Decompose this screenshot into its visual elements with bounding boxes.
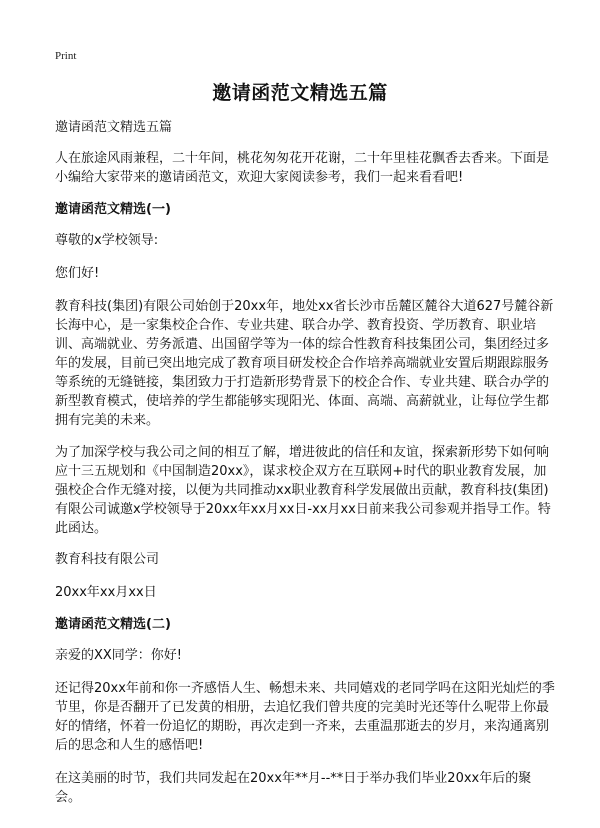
paragraph: 教育科技(集团)有限公司始创于20xx年，地处xx省长沙市岳麓区麓谷大道627号麓谷新长海中心，是一家集校企合作、专业共建、联合办学、教育投资、学历教育、职业培训、高端就业、劳务派遣、出国留学等为一体的综合性教育科技集团公司，集团经过多年的发展，目前已突出地完成了教育项目研发校企合作培养高端就业安置后期跟踪服务等系统的无缝链接，集团致力于打造新形势背景下的校企合作、专业共建、联合办学的新型教育模式，使培养的学生都能够实现阳光、体面、高端、高薪就业，让每位学生都拥有完美的未来。 [55, 299, 554, 428]
section-heading: 邀请函范文精选(二) [55, 617, 171, 632]
paragraph: 20xx年xx月xx日 [55, 585, 157, 600]
section-heading: 邀请函范文精选(一) [55, 202, 171, 217]
paragraph: 教育科技有限公司 [55, 552, 160, 567]
paragraph: 在这美丽的时节，我们共同发起在20xx年**月--**日于举办我们毕业20xx年后的聚会。 [55, 771, 532, 805]
paragraph: 还记得20xx年前和你一齐感悟人生、畅想未来、共同嬉戏的老同学吗在这阳光灿烂的季节里，你是否翻开了已发黄的相册，去追忆我们曾共度的完美时光还等什么呢带上你最好的情绪，怀着一份追忆的期盼，再次走到一齐来，去重温那逝去的岁月，来沟通离别后的思念和人生的感悟吧! [55, 681, 555, 753]
paragraph: 人在旅途风雨兼程，二十年间，桃花匆匆花开花谢，二十年里桂花飘香去香来。下面是小编给大家带来的邀请函范文，欢迎大家阅读参考，我们一起来看看吧! [55, 151, 550, 185]
paragraph: 您们好! [55, 266, 100, 281]
paragraph: 亲爱的XX同学：你好! [55, 648, 183, 663]
paragraph: 为了加深学校与我公司之间的相互了解，增进彼此的信任和友谊，探索新形势下如何响应十三五规划和《中国制造20xx》，谋求校企双方在互联网+时代的职业教育发展，加强校企合作无缝对接，以便为共同推动xx职业教育科学发展做出贡献，教育科技(集团)有限公司诚邀x学校领导于20xx年xx月xx日-xx月xx日前来我公司参观并指导工作。特此函达。 [55, 445, 551, 536]
paragraph: 邀请函范文精选五篇 [55, 120, 173, 135]
article-body [55, 118, 555, 807]
print-link[interactable]: Print [55, 50, 77, 62]
paragraph: 尊敬的x学校领导: [55, 233, 159, 248]
page-title: 邀请函范文精选五篇 [212, 82, 388, 104]
